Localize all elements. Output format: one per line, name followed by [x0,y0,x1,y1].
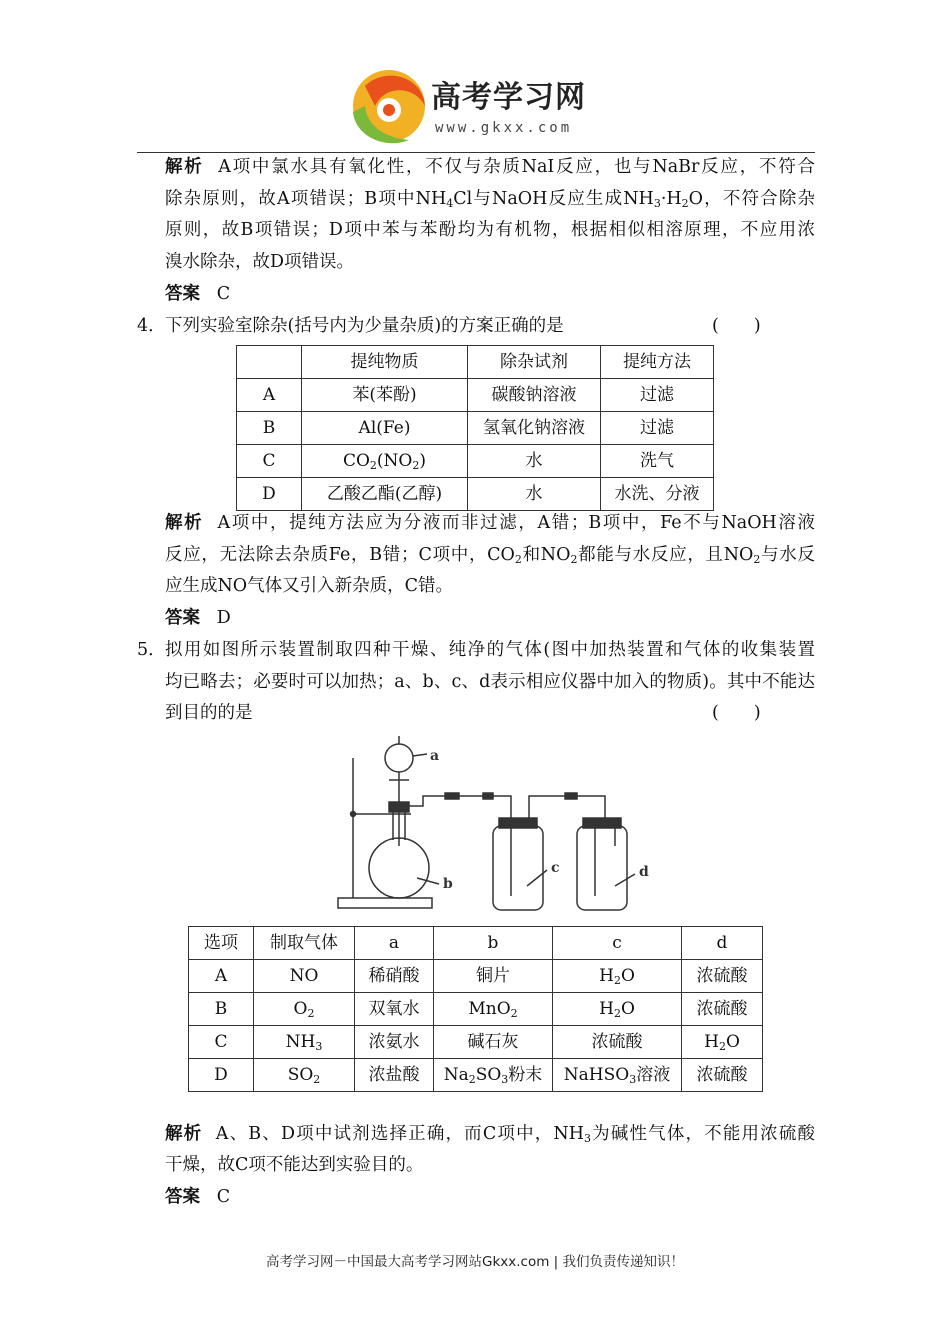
table-row [237,346,714,379]
label-d: d [639,864,649,880]
table-cell: 浓盐酸 [355,1059,434,1092]
table-cell: $O_2$ [254,993,355,1026]
table-cell: 水 [468,445,601,478]
q5-analysis-line1: 解析 A、B、D项中试剂选择正确，而C项中，$NH_3$为碱性气体，不能用浓硫酸 [165,1124,816,1145]
table-cell: NO [254,960,355,993]
table-cell: $NH_3$ [254,1026,355,1059]
table-cell: $CO_2(NO_2)$ [302,445,468,478]
table-cell: 铜片 [434,960,553,993]
wash-bottle-c [493,826,543,910]
table-cell: B [237,412,302,445]
table-row [189,1026,763,1059]
q5-answer: 答案 C [165,1187,231,1207]
table-cell: 浓硫酸 [553,1026,682,1059]
q4-answer-blank: ( ) [712,316,761,336]
table-header-cell: d [682,927,763,960]
table-header-cell: 除杂试剂 [468,346,601,379]
table-row [189,960,763,993]
label-a: a [430,748,440,764]
table-cell: B [189,993,254,1026]
round-bottom-flask [369,838,429,898]
q5-table [188,926,763,1092]
table-cell: 浓氨水 [355,1026,434,1059]
wash-bottle-d [577,826,627,910]
prev-analysis-line1: 解析 A项中氯水具有氧化性，不仅与杂质NaI反应，也与NaBr反应，不符合 [165,157,815,177]
table-cell: $SO_2$ [254,1059,355,1092]
table-cell: 水洗、分液 [601,478,714,511]
table-header-cell: 选项 [189,927,254,960]
table-cell: Al(Fe) [302,412,468,445]
table-cell: 碳酸钠溶液 [468,379,601,412]
page-footer: 高考学习网－中国最大高考学习网站Gkxx.com | 我们负责传递知识！ [265,1254,684,1270]
logo-swirl-icon [345,66,435,148]
label-c: c [551,860,560,876]
prev-answer: 答案 C [165,284,231,304]
q4-stem: 下列实验室除杂(括号内为少量杂质)的方案正确的是 [165,316,564,336]
table-row [237,478,714,511]
q5-answer-blank: ( ) [712,703,761,723]
q5-stem-line3: 到目的的是 [165,703,253,723]
table-cell: NaHSO$_3$溶液 [553,1059,682,1092]
table-cell: 苯(苯酚) [302,379,468,412]
table-cell: D [189,1059,254,1092]
table-cell: 水 [468,478,601,511]
table-cell: 乙酸乙酯(乙醇) [302,478,468,511]
q4-analysis-line2: 反应，无法除去杂质Fe，B错；C项中，$CO_2$和$NO_2$都能与水反应，且$NO_2$与水反 [165,545,815,566]
apparatus-diagram [333,736,663,914]
brand-url: www.gkxx.com [435,120,573,136]
table-cell: MnO$_2$ [434,993,553,1026]
table-cell: D [237,478,302,511]
site-logo [345,66,615,148]
table-cell: 氢氧化钠溶液 [468,412,601,445]
table-cell: 浓硫酸 [682,993,763,1026]
table-cell: 洗气 [601,445,714,478]
prev-analysis-line2: 除杂原则，故A项错误；B项中$NH_4Cl$与NaOH反应生成$NH_3\cdot H_2O$，不符合除杂 [165,189,815,210]
q5-stem-line1: 拟用如图所示装置制取四种干燥、纯净的气体(图中加热装置和气体的收集装置 [165,640,815,660]
table-cell: A [189,960,254,993]
q5-analysis-line2: 干燥，故C项不能达到实验目的。 [165,1155,424,1175]
table-cell: $Na_2SO_3$粉末 [434,1059,553,1092]
table-header-cell: b [434,927,553,960]
table-cell: $H_2O$ [682,1026,763,1059]
q4-analysis-line3: 应生成NO气体又引入新杂质，C错。 [165,576,454,596]
table-header-cell: 制取气体 [254,927,355,960]
separatory-funnel [385,744,413,772]
table-cell: 浓硫酸 [682,1059,763,1092]
label-b: b [443,876,453,892]
table-row [189,993,763,1026]
q4-table [236,345,714,511]
table-cell: C [237,445,302,478]
flask-stopper [389,802,409,812]
table-cell: A [237,379,302,412]
table-row [237,445,714,478]
table-header-cell: 提纯物质 [302,346,468,379]
stand-base [338,898,432,908]
table-header-cell: c [553,927,682,960]
q4-number: 4． [137,316,166,336]
prev-analysis-line4: 溴水除杂，故D项错误。 [165,252,355,272]
table-cell: 稀硝酸 [355,960,434,993]
table-row [189,927,763,960]
table-cell: 过滤 [601,412,714,445]
table-cell [237,346,302,379]
table-header-cell: 提纯方法 [601,346,714,379]
table-cell: 浓硫酸 [682,960,763,993]
table-cell: 过滤 [601,379,714,412]
q4-analysis-line1: 解析 A项中，提纯方法应为分液而非过滤，A错；B项中，Fe不与NaOH溶液 [165,513,816,533]
table-cell: 双氧水 [355,993,434,1026]
q5-stem-line2: 均已略去；必要时可以加热；a、b、c、d表示相应仪器中加入的物质)。其中不能达 [165,672,815,692]
q4-answer: 答案 D [165,608,231,628]
table-cell: $H_2O$ [553,960,682,993]
table-row [237,379,714,412]
table-row [189,1059,763,1092]
q5-number: 5． [137,640,166,660]
prev-analysis-line3: 原则，故B项错误；D项中苯与苯酚均为有机物，根据相似相溶原理，不应用浓 [165,220,815,240]
table-cell: C [189,1026,254,1059]
table-cell: $H_2O$ [553,993,682,1026]
table-header-cell: a [355,927,434,960]
table-cell: 碱石灰 [434,1026,553,1059]
brand-title: 高考学习网 [431,80,586,115]
table-row [237,412,714,445]
